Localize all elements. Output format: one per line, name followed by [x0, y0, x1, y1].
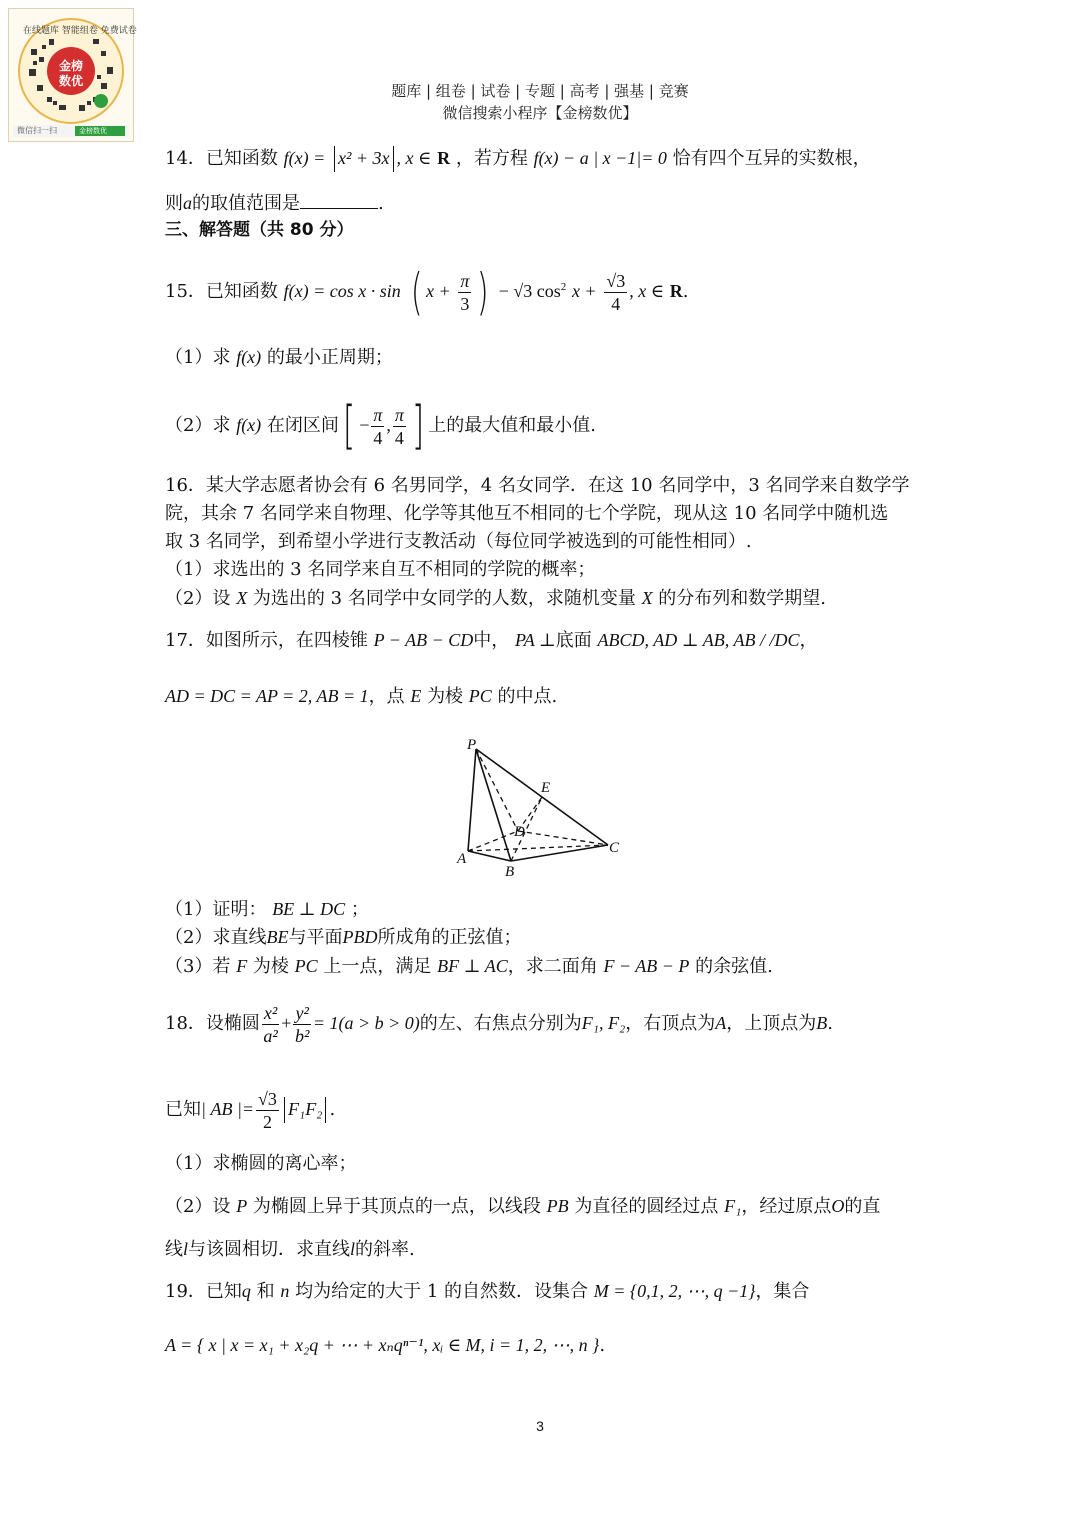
q17-p2-a: （2）求直线	[165, 927, 267, 948]
q19-line1	[165, 1279, 809, 1304]
q15-frac2-num: √3	[606, 270, 626, 291]
q17-p3-a: （3）若	[165, 956, 231, 977]
q18-sqrt3: √3	[258, 1088, 277, 1109]
q17-p3-PC: PC	[294, 956, 318, 976]
q16-part2	[165, 586, 826, 611]
q18-line2	[165, 1084, 335, 1135]
q19-q: q	[241, 1281, 251, 1301]
q18-l2-c: 的斜率.	[355, 1239, 415, 1260]
q15-part1	[165, 345, 393, 370]
logo-center-text-1: 金榜	[58, 59, 83, 73]
q14-abs-inner: x² + 3x	[338, 148, 390, 168]
q16-line3: 取 3 名同学，到希望小学进行支教活动（每位同学被选到的可能性相同）.	[165, 531, 752, 552]
q18-frac-y	[293, 1002, 310, 1047]
q18-frac-x	[262, 1002, 279, 1047]
q17-p2-PBD: PBD	[342, 927, 378, 947]
q16-part1: （1）求选出的 3 名同学来自互不相同的学院的概率；	[165, 559, 596, 580]
q17-l2-text2: 为棱	[427, 686, 464, 707]
q18-p2-e: 的直	[844, 1196, 881, 1217]
page-number: 3	[536, 1418, 544, 1434]
q17-part3	[165, 954, 773, 979]
q15-dot: .	[682, 281, 689, 302]
q19-dot: .	[599, 1335, 606, 1356]
q19-n: n	[280, 1281, 290, 1301]
edge-AB	[468, 851, 511, 861]
q15-p2-text: 在闭区间	[266, 415, 339, 436]
q17-part1	[165, 897, 369, 922]
q17-p1-math: BE ⊥ DC	[272, 899, 346, 919]
q18-part1: （1）求椭圆的离心率；	[165, 1153, 357, 1174]
q18-number: 18．设椭圆	[165, 1013, 260, 1034]
q18-ab: | AB |=	[201, 1099, 255, 1119]
q15-number: 15．已知函数	[165, 281, 278, 302]
norm-bar-left	[284, 1097, 285, 1123]
q15-fx: f(x) = cos x · sin	[283, 281, 401, 301]
q17-p3-d: ，求二面角	[507, 956, 598, 977]
q15-int-num-1: π	[373, 404, 383, 425]
q18-t3: ，上顶点为	[726, 1013, 817, 1034]
q18-l-2: l	[350, 1239, 356, 1259]
q18-p2-b: 为椭圆上异于其顶点的一点，以线段	[252, 1196, 541, 1217]
edge-AD	[468, 831, 518, 851]
q14-equation: f(x) − a | x −1|= 0	[533, 148, 667, 168]
q17-line1	[165, 628, 817, 653]
q15-comma: ,	[386, 415, 391, 435]
q15-square: 2	[560, 281, 567, 293]
q18-frac-sqrt3-2	[256, 1088, 279, 1133]
q15-int-num-2: π	[394, 404, 404, 425]
header-nav: 题库 | 组卷 | 试卷 | 专题 | 高考 | 强基 | 竞赛	[391, 82, 689, 100]
label-A: A	[457, 851, 467, 867]
q15-frac-sqrt3-4	[604, 270, 627, 315]
header-subtitle: 微信搜索小程序【金榜数优】	[442, 104, 638, 122]
q18-x2: x²	[263, 1002, 278, 1023]
q18-l2-a: 线	[165, 1239, 183, 1260]
q18-A: A	[715, 1013, 727, 1033]
q18-part2	[165, 1194, 880, 1219]
q17-p2-b: 与平面	[288, 927, 343, 948]
label-B: B	[505, 864, 515, 880]
q15-p1-label: （1）求	[165, 347, 231, 368]
q18-P: P	[236, 1196, 248, 1216]
q17-mid: 中，	[473, 630, 510, 651]
q17-lengths: AD = DC = AP = 2, AB = 1	[165, 686, 369, 706]
q18-plus: +	[281, 1013, 292, 1033]
q18-f1f2: F₁F₂	[287, 1099, 323, 1119]
q15-line1	[165, 262, 689, 321]
q14-line2	[165, 190, 384, 216]
q15-frac2-den: 4	[611, 293, 621, 314]
q15-frac-num: π	[460, 270, 470, 291]
q14-fx: f(x) =	[283, 148, 326, 168]
q15-domain: , x ∈	[629, 281, 665, 301]
q18-eq: = 1(a > b > 0)	[312, 1013, 420, 1033]
q18-a2: a²	[263, 1025, 278, 1046]
q14-period: .	[378, 193, 384, 214]
logo-bottom-left: 微信扫一扫	[17, 126, 57, 135]
q15-p1-fx: f(x)	[236, 347, 262, 367]
q17-PC: PC	[468, 686, 492, 706]
q15-minus-sqrt3-cos: − √3 cos	[498, 281, 561, 301]
bracket-left: [	[342, 396, 356, 456]
abs-bar-left	[334, 146, 335, 172]
q18-F1: F₁	[724, 1196, 742, 1216]
q17-p3-math: BF ⊥ AC	[437, 956, 508, 976]
q16-p2-c: 的分布列和数学期望.	[658, 588, 827, 609]
q18-line1	[165, 998, 833, 1049]
q15-part2	[165, 396, 596, 456]
edge-PA	[468, 749, 476, 851]
q18-dot: .	[827, 1013, 834, 1034]
q15-interval-left	[371, 404, 384, 449]
q18-p2-d: ，经过原点	[741, 1196, 832, 1217]
label-D: D	[514, 824, 525, 840]
q17-p3-F: F	[236, 956, 248, 976]
q17-p3-math2: F − AB − P	[603, 956, 690, 976]
label-E: E	[541, 780, 551, 796]
label-C: C	[609, 840, 620, 856]
q17-conditions: ABCD, AD ⊥ AB, AB / /DC	[597, 630, 800, 650]
q18-b2: b²	[294, 1025, 310, 1046]
abs-bar-right	[393, 146, 394, 172]
q16-p2-b: 为选出的 3 名同学中女同学的人数，求随机变量	[252, 588, 636, 609]
q18-known: 已知	[165, 1099, 201, 1120]
q15-frac-pi-3	[458, 270, 471, 315]
q17-comma: ，	[799, 630, 818, 651]
q15-p2-tail: 上的最大值和最小值.	[428, 415, 596, 436]
bracket-right: ]	[411, 396, 425, 456]
paren-right: )	[477, 263, 490, 321]
q17-p2-c: 所成角的正弦值；	[377, 927, 522, 948]
logo-bottom-right: 金榜数优	[79, 127, 107, 135]
q14-line2-post: 的取值范围是	[192, 193, 300, 214]
q16-line2: 院，其余 7 名同学来自物理、化学等其他互不相同的七个学院，现从这 10 名同学中随机选	[165, 503, 889, 524]
q14-cond: ，若方程	[455, 148, 528, 169]
q17-p2-BE: BE	[266, 927, 289, 947]
q16-line1: 16．某大学志愿者协会有 6 名男同学，4 名女同学．在这 10 名同学中，3 名同学来自数学学	[165, 475, 910, 496]
q18-O: O	[831, 1196, 845, 1216]
q18-PB: PB	[546, 1196, 569, 1216]
q17-l2-text: ，点	[368, 686, 405, 707]
label-P: P	[467, 737, 477, 753]
q19-and: 和	[256, 1281, 275, 1302]
section-heading: 三、解答题（共 80 分）	[165, 220, 354, 240]
q17-part2	[165, 925, 521, 950]
q17-pyramid: P − AB − CD	[373, 630, 474, 650]
q19-line2	[165, 1333, 605, 1358]
q19-t1: 均为给定的大于 1 的自然数．设集合	[295, 1281, 589, 1302]
q18-dot-2: .	[329, 1099, 336, 1120]
q18-B: B	[816, 1013, 828, 1033]
q17-l2-text3: 的中点.	[497, 686, 558, 707]
norm-bar-right	[325, 1097, 326, 1123]
logo-center-text-2: 数优	[58, 74, 83, 88]
q14-R: R	[437, 148, 451, 168]
q18-two: 2	[262, 1111, 272, 1132]
q19-set-A: A = { x | x = x₁ + x₂q + ⋯ + xₙqⁿ⁻¹, xᵢ ∈ M, i = 1, 2, ⋯, n }	[165, 1335, 600, 1355]
q18-l2-b: 与该圆相切．求直线	[188, 1239, 351, 1260]
q16-p2-a: （2）设	[165, 588, 231, 609]
q15-frac-den: 3	[460, 293, 470, 314]
q19-t2: ，集合	[755, 1281, 810, 1302]
q15-neg: −	[359, 415, 370, 435]
q19-number: 19．已知	[165, 1281, 242, 1302]
q18-y2: y²	[295, 1002, 309, 1023]
q17-pa: PA ⊥	[515, 630, 556, 650]
q18-t1: 的左、右焦点分别为	[419, 1013, 582, 1034]
q15-p2-label: （2）求	[165, 415, 231, 436]
edge-PB	[476, 749, 511, 861]
q14-a: a	[183, 193, 192, 213]
pyramid-figure	[450, 735, 630, 880]
logo-arc-text: 在线题库 智能组卷 免费试卷	[23, 26, 137, 36]
q15-R: R	[669, 281, 683, 301]
q18-t2: ，右顶点为	[625, 1013, 716, 1034]
q17-base: 底面	[555, 630, 592, 651]
q17-p3-e: 的余弦值.	[695, 956, 773, 977]
q15-p2-fx: f(x)	[236, 415, 262, 435]
q18-f12: F₁, F₂	[581, 1013, 626, 1033]
q17-p1-b: ；	[350, 899, 369, 920]
q15-p1-text: 的最小正周期；	[266, 347, 393, 368]
q17-p3-b: 为棱	[252, 956, 289, 977]
q15-x-plus: x +	[426, 281, 451, 301]
q18-p2-a: （2）设	[165, 1196, 231, 1217]
edge-PC	[476, 749, 608, 845]
q15-interval-right	[393, 404, 406, 449]
q17-number: 17．如图所示，在四棱锥	[165, 630, 368, 651]
q19-set-M: M = {0,1, 2, ⋯, q −1}	[593, 1281, 756, 1301]
q18-l-1: l	[183, 1239, 189, 1259]
q15-x-plus-2: x +	[571, 281, 597, 301]
q14-domain: , x ∈	[396, 148, 432, 168]
q14-answer-blank	[300, 190, 378, 209]
q17-p3-c: 上一点，满足	[323, 956, 432, 977]
paren-left: (	[410, 263, 423, 321]
q15-int-den-1: 4	[373, 427, 383, 448]
q17-line2	[165, 684, 557, 709]
q14-tail: 恰有四个互异的实数根，	[672, 148, 871, 169]
q18-p2-c: 为直径的圆经过点	[574, 1196, 719, 1217]
q16-X-2: X	[641, 588, 653, 608]
q14-line2-pre: 则	[165, 193, 183, 214]
q16-X-1: X	[236, 588, 248, 608]
q14-number: 14．已知函数	[165, 148, 278, 169]
edge-DC	[518, 831, 608, 845]
q17-p1-a: （1）证明：	[165, 899, 267, 920]
q17-E: E	[410, 686, 422, 706]
q18-line-l	[165, 1237, 415, 1262]
q14-line1	[165, 146, 871, 172]
q15-int-den-2: 4	[394, 427, 404, 448]
